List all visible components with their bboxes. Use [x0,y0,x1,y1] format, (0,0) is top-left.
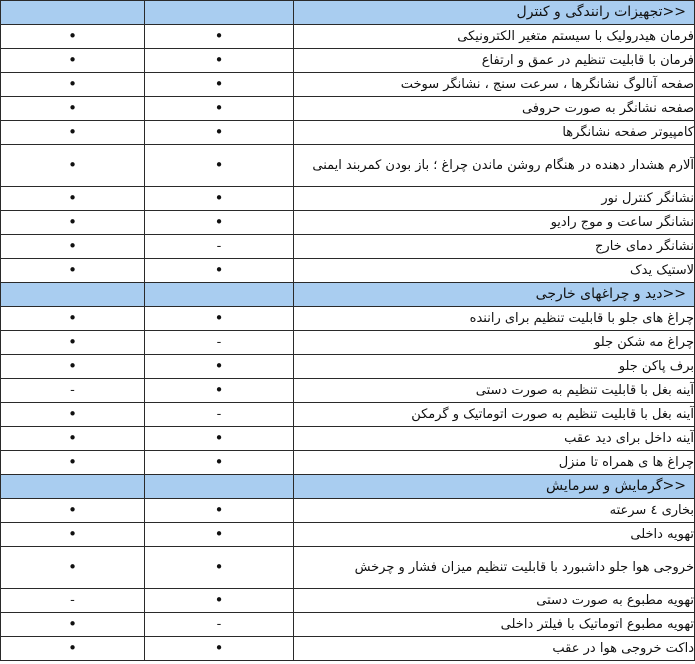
availability-cell-col2 [145,121,294,145]
bullet-mark: • [68,236,77,255]
table-row [1,307,695,331]
section-header-cell-col1 [1,1,145,25]
availability-cell-col1 [1,403,145,427]
bullet-mark: • [214,500,224,519]
availability-cell-col1 [1,25,145,49]
bullet-mark: • [68,614,77,633]
availability-cell-col1 [1,427,145,451]
bullet-mark: • [214,50,224,69]
bullet-mark: • [214,98,224,117]
bullet-mark: • [68,122,77,141]
availability-cell-col2 [145,211,294,235]
bullet-mark: • [214,155,224,174]
feature-label: نشانگر ساعت و موج رادیو [294,211,695,235]
table-row [1,187,695,211]
feature-label: بخاری ٤ سرعته [294,499,695,523]
feature-label: آینه بغل با قابلیت تنظیم به صورت اتوماتیک و گرمکن [294,403,695,427]
bullet-mark: • [68,557,77,576]
table-row [1,331,695,355]
feature-label: آینه داخل برای دید عقب [294,427,695,451]
section-header-cell-col1 [1,475,145,499]
bullet-mark: • [68,26,77,45]
section-header-cell-col2 [145,475,294,499]
section-title: <<تجهیزات رانندگی و کنترل [294,1,695,25]
availability-cell-col1 [1,187,145,211]
bullet-mark: • [214,308,224,327]
feature-label: چراغ های جلو با قابلیت تنظیم برای راننده [294,307,695,331]
bullet-mark: • [68,428,77,447]
bullet-mark: • [214,260,224,279]
availability-cell-col1 [1,499,145,523]
availability-cell-col1 [1,145,145,187]
feature-label: آینه بغل با قابلیت تنظیم به صورت دستی [294,379,695,403]
bullet-mark: • [68,356,77,375]
availability-cell-col1 [1,235,145,259]
bullet-mark: • [214,74,224,93]
availability-cell-col1 [1,637,145,661]
dash-mark: - [216,407,222,422]
feature-label: تهویه داخلی [294,523,695,547]
table-row [1,49,695,73]
bullet-mark: • [214,356,224,375]
bullet-mark: • [68,50,77,69]
availability-cell-col2 [145,235,294,259]
availability-cell-col2 [145,499,294,523]
bullet-mark: • [214,212,224,231]
availability-cell-col2 [145,25,294,49]
availability-cell-col1 [1,523,145,547]
availability-cell-col2 [145,547,294,589]
section-header-row [1,1,695,25]
availability-cell-col1 [1,379,145,403]
table-row [1,499,695,523]
table-row [1,235,695,259]
table-row [1,523,695,547]
bullet-mark: • [68,98,77,117]
spec-table-body [1,1,695,661]
feature-label: کامپیوتر صفحه نشانگرها [294,121,695,145]
table-row [1,547,695,589]
section-header-cell-col1 [1,283,145,307]
table-row [1,613,695,637]
availability-cell-col2 [145,427,294,451]
bullet-mark: • [214,590,224,609]
feature-label: لاستیک یدک [294,259,695,283]
bullet-mark: • [214,380,224,399]
section-header-row [1,283,695,307]
feature-label: چراغ ها ی همراه تا منزل [294,451,695,475]
dash-mark: - [70,593,75,608]
availability-cell-col1 [1,121,145,145]
table-row [1,589,695,613]
availability-cell-col2 [145,49,294,73]
table-row [1,25,695,49]
dash-mark: - [216,239,222,254]
table-row [1,451,695,475]
section-header-row [1,475,695,499]
availability-cell-col1 [1,331,145,355]
availability-cell-col2 [145,259,294,283]
availability-cell-col2 [145,73,294,97]
table-row [1,73,695,97]
bullet-mark: • [68,212,77,231]
bullet-mark: • [68,155,77,174]
bullet-mark: • [68,308,77,327]
table-row [1,97,695,121]
availability-cell-col1 [1,97,145,121]
table-row [1,379,695,403]
availability-cell-col1 [1,49,145,73]
bullet-mark: • [68,404,77,423]
bullet-mark: • [214,557,224,576]
bullet-mark: • [214,638,224,657]
bullet-mark: • [214,122,224,141]
availability-cell-col2 [145,403,294,427]
dash-mark: - [216,617,222,632]
feature-label: چراغ مه شکن جلو [294,331,695,355]
bullet-mark: • [214,188,224,207]
bullet-mark: • [68,74,77,93]
bullet-mark: • [214,452,224,471]
availability-cell-col2 [145,307,294,331]
section-title: <<دید و چراغهای خارجی [294,283,695,307]
bullet-mark: • [214,524,224,543]
availability-cell-col2 [145,637,294,661]
bullet-mark: • [214,428,224,447]
availability-cell-col1 [1,589,145,613]
availability-cell-col1 [1,547,145,589]
table-row [1,145,695,187]
bullet-mark: • [214,26,224,45]
bullet-mark: • [68,524,77,543]
availability-cell-col2 [145,523,294,547]
availability-cell-col2 [145,331,294,355]
table-row [1,259,695,283]
availability-cell-col2 [145,589,294,613]
feature-label: آلارم هشدار دهنده در هنگام روشن ماندن چراغ ؛ باز بودن کمربند ایمنی [294,145,695,187]
availability-cell-col1 [1,211,145,235]
feature-label: فرمان با قابلیت تنظیم در عمق و ارتفاع [294,49,695,73]
availability-cell-col2 [145,451,294,475]
section-header-cell-col2 [145,1,294,25]
availability-cell-col2 [145,97,294,121]
availability-cell-col2 [145,355,294,379]
dash-mark: - [216,335,222,350]
availability-cell-col1 [1,307,145,331]
bullet-mark: • [68,638,77,657]
table-row [1,211,695,235]
feature-label: نشانگر دمای خارج [294,235,695,259]
dash-mark: - [70,383,75,398]
feature-label: تهویه مطبوع اتوماتیک با فیلتر داخلی [294,613,695,637]
feature-label: صفحه نشانگر به صورت حروفی [294,97,695,121]
availability-cell-col2 [145,145,294,187]
availability-cell-col1 [1,259,145,283]
feature-label: برف پاکن جلو [294,355,695,379]
bullet-mark: • [68,260,77,279]
table-row [1,121,695,145]
feature-label: نشانگر کنترل نور [294,187,695,211]
availability-cell-col1 [1,355,145,379]
bullet-mark: • [68,188,77,207]
table-row [1,403,695,427]
availability-cell-col2 [145,379,294,403]
feature-label: تهویه مطبوع به صورت دستی [294,589,695,613]
bullet-mark: • [68,500,77,519]
bullet-mark: • [68,452,77,471]
table-row [1,637,695,661]
bullet-mark: • [68,332,77,351]
section-title: <<گرمایش و سرمایش [294,475,695,499]
availability-cell-col2 [145,613,294,637]
feature-label: فرمان هیدرولیک با سیستم متغیر الکترونیکی [294,25,695,49]
availability-cell-col1 [1,451,145,475]
table-row [1,427,695,451]
table-row [1,355,695,379]
feature-label: خروجی هوا جلو داشبورد با قابلیت تنظیم میزان فشار و چرخش [294,547,695,589]
availability-cell-col1 [1,73,145,97]
feature-label: داکت خروجی هوا در عقب [294,637,695,661]
availability-cell-col2 [145,187,294,211]
feature-label: صفحه آنالوگ نشانگرها ، سرعت سنج ، نشانگر سوخت [294,73,695,97]
availability-cell-col1 [1,613,145,637]
section-header-cell-col2 [145,283,294,307]
